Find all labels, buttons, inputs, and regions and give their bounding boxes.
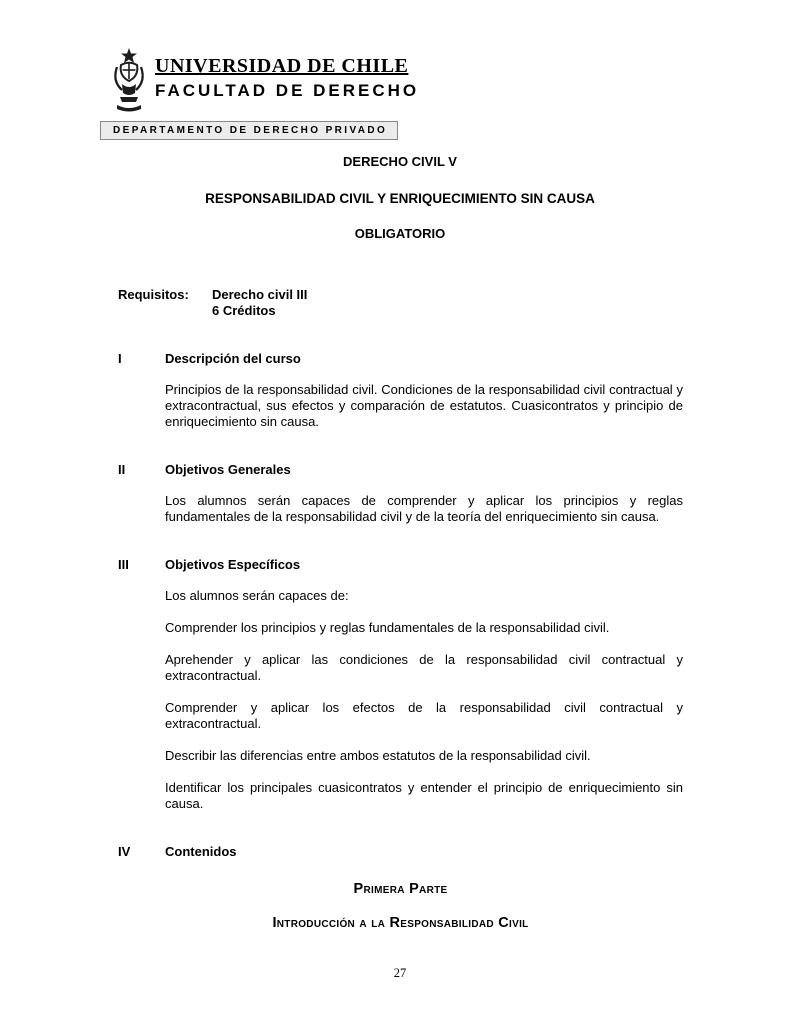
section-descripcion-del-curso <box>118 351 683 430</box>
paragraph: Principios de la responsabilidad civil. Condiciones de la responsabilidad civil contractual y extracontractual, sus efectos y comparación de estatutos. Cuasicontratos y principio de enriquecimiento sin causa. <box>165 382 683 429</box>
logo-text-block <box>155 48 419 101</box>
section-number: I <box>118 351 122 366</box>
section-number: IV <box>118 844 131 859</box>
section-body <box>165 557 683 812</box>
part-subtitle: Introducción a la Responsabilidad Civil <box>272 915 529 931</box>
requirement-credits: 6 Créditos <box>212 303 276 318</box>
page-number: 27 <box>393 966 407 980</box>
requirements-block <box>118 287 683 319</box>
document-body <box>118 351 683 931</box>
section-title: Objetivos Generales <box>165 462 291 477</box>
section-title: Contenidos <box>165 844 237 859</box>
paragraph: Los alumnos serán capaces de comprender y aplicar los principios y reglas fundamentales de la responsabilidad civil y de la teoría del enriquecimiento sin causa. <box>165 493 683 524</box>
requirements-label: Requisitos: <box>118 287 189 302</box>
section-title: Descripción del curso <box>165 351 301 366</box>
paragraph: Los alumnos serán capaces de: <box>165 588 349 603</box>
section-number: III <box>118 557 129 572</box>
course-subtitle: RESPONSABILIDAD CIVIL Y ENRIQUECIMIENTO SIN CAUSA <box>205 191 595 206</box>
requirements-values <box>212 287 683 319</box>
section-objetivos-generales <box>118 462 683 525</box>
section-body <box>165 351 683 430</box>
department-banner: DEPARTAMENTO DE DERECHO PRIVADO <box>100 121 398 140</box>
section-contenidos <box>118 844 683 859</box>
document-header <box>0 0 800 140</box>
requirement-course: Derecho civil III <box>212 287 308 302</box>
paragraph: Aprehender y aplicar las condiciones de la responsabilidad civil contractual y extracontractual. <box>165 652 683 683</box>
paragraph: Describir las diferencias entre ambos estatutos de la responsabilidad civil. <box>165 748 591 763</box>
section-body <box>165 462 683 525</box>
university-name: UNIVERSIDAD DE CHILE <box>155 55 409 77</box>
logo-row <box>110 0 800 114</box>
university-crest-icon <box>110 48 148 114</box>
course-type-label: OBLIGATORIO <box>354 226 446 241</box>
section-title: Objetivos Específicos <box>165 557 301 572</box>
section-body <box>165 844 683 859</box>
faculty-name: FACULTAD DE DERECHO <box>155 81 420 100</box>
paragraph: Identificar los principales cuasicontratos y entender el principio de enriquecimiento sin causa. <box>165 780 683 811</box>
course-title: DERECHO CIVIL V <box>343 154 457 169</box>
section-objetivos-especificos <box>118 557 683 812</box>
section-number: II <box>118 462 126 477</box>
part-title: Primera Parte <box>353 881 448 897</box>
paragraph: Comprender los principios y reglas fundamentales de la responsabilidad civil. <box>165 620 610 635</box>
paragraph: Comprender y aplicar los efectos de la responsabilidad civil contractual y extracontractual. <box>165 700 683 731</box>
